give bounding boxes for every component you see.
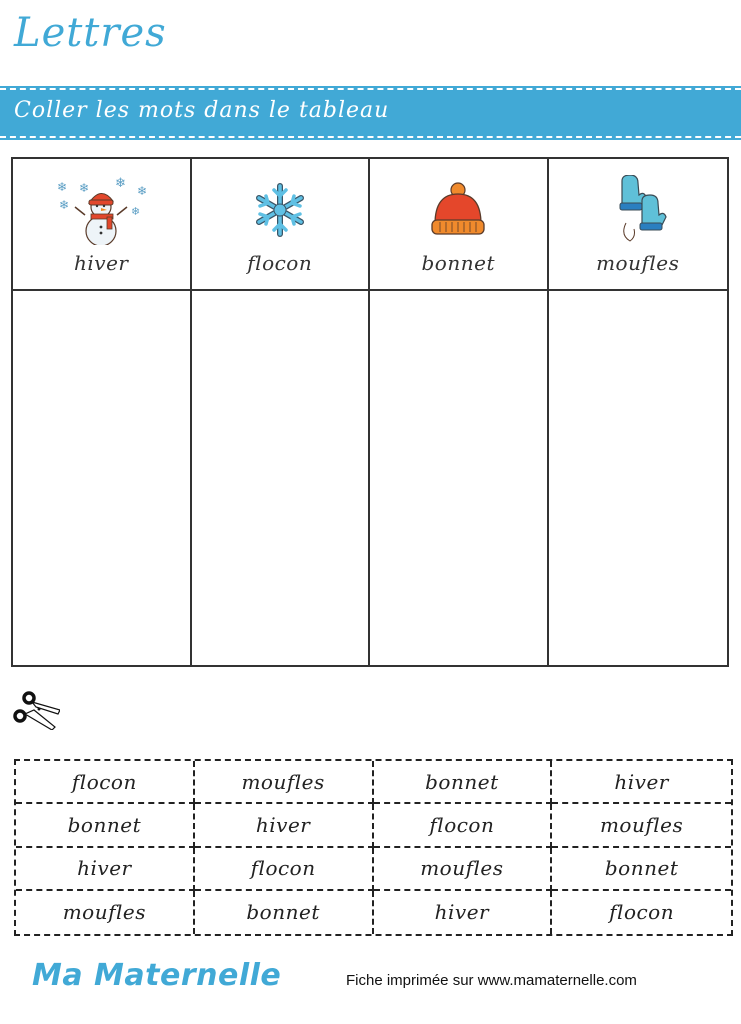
word-cutout-grid — [14, 759, 733, 936]
drop-zone-bonnet[interactable] — [370, 291, 549, 665]
column-label: bonnet — [421, 251, 495, 275]
winter-hat-icon — [408, 175, 508, 245]
word-card[interactable]: moufles — [552, 804, 731, 847]
word-card[interactable]: bonnet — [195, 891, 374, 934]
brand-logo: Ma Maternelle — [32, 958, 282, 993]
snowflake-icon — [230, 175, 330, 245]
snowman-icon — [51, 175, 151, 245]
word-card[interactable]: bonnet — [374, 761, 553, 804]
word-card[interactable]: flocon — [16, 761, 195, 804]
svg-text:❄: ❄ — [137, 184, 148, 198]
sorting-table — [11, 157, 729, 667]
word-card[interactable]: hiver — [552, 761, 731, 804]
column-label: moufles — [596, 251, 680, 275]
word-card[interactable]: flocon — [195, 848, 374, 891]
word-card[interactable]: moufles — [16, 891, 195, 934]
column-header-hiver — [13, 159, 192, 291]
page-title: Lettres — [14, 10, 167, 56]
drop-zone-moufles[interactable] — [549, 291, 728, 665]
column-header-flocon — [192, 159, 371, 291]
drop-zone-hiver[interactable] — [13, 291, 192, 665]
word-card[interactable]: moufles — [195, 761, 374, 804]
scissors-icon — [12, 690, 60, 730]
word-card[interactable]: flocon — [609, 900, 675, 925]
column-header-bonnet — [370, 159, 549, 291]
word-card[interactable]: bonnet — [16, 804, 195, 847]
column-label: hiver — [74, 251, 129, 275]
word-card[interactable]: hiver — [195, 804, 374, 847]
svg-text:❄: ❄ — [115, 176, 127, 191]
svg-text:❄: ❄ — [59, 198, 70, 212]
word-card[interactable]: bonnet — [552, 848, 731, 891]
svg-text:❄: ❄ — [57, 180, 68, 194]
word-card[interactable]: hiver — [16, 848, 195, 891]
instruction-text: Coller les mots dans le tableau — [14, 98, 390, 123]
column-label: flocon — [247, 251, 313, 275]
svg-text:❄: ❄ — [79, 181, 90, 195]
footer-note: Fiche imprimée sur www.mamaternelle.com — [346, 972, 637, 989]
svg-text:❄: ❄ — [131, 205, 141, 218]
drop-zone-flocon[interactable] — [192, 291, 371, 665]
instruction-banner — [0, 88, 741, 138]
word-card[interactable]: flocon — [374, 804, 553, 847]
word-card[interactable]: hiver — [374, 891, 553, 934]
column-header-moufles — [549, 159, 728, 291]
word-card[interactable]: moufles — [374, 848, 553, 891]
mittens-icon — [588, 175, 688, 245]
